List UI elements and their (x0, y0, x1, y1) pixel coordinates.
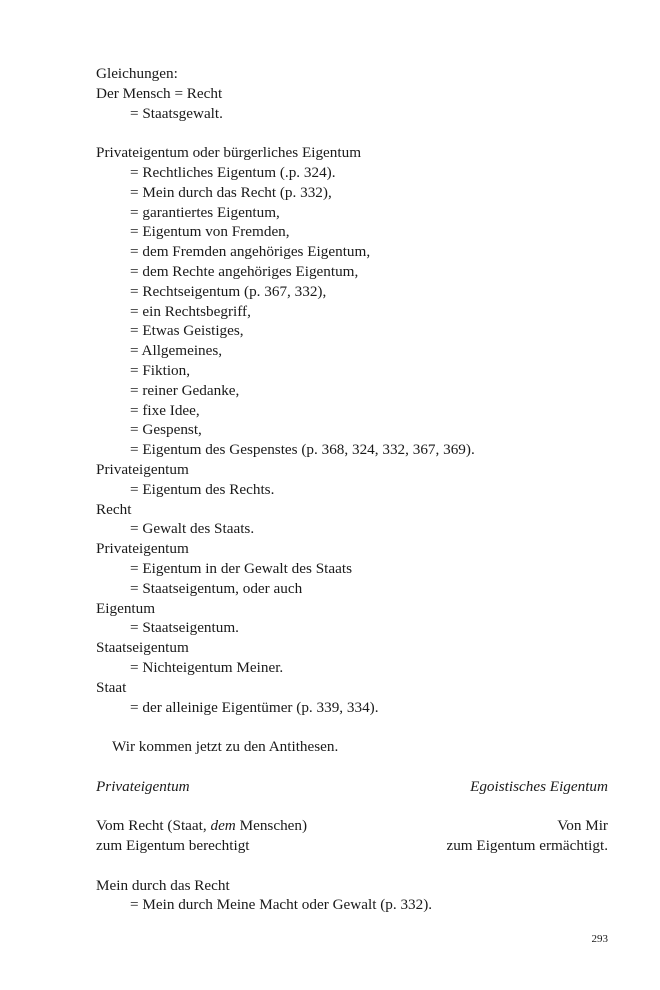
text-line: Recht (96, 500, 132, 518)
text-line: = dem Rechte angehöriges Eigentum, (130, 262, 359, 280)
text-line: Gleichungen: (96, 65, 178, 82)
text-line: = Gespenst, (130, 421, 202, 439)
text-line: Staat (96, 678, 127, 696)
text-line: = Gewalt des Staats. (130, 520, 255, 538)
text-line: = Mein durch Meine Macht oder Gewalt (p. 332). (130, 896, 433, 914)
text-line: = Allgemeines, (130, 342, 223, 360)
text-line: Privateigentum (96, 540, 189, 558)
row-left-emphasis: dem (210, 817, 236, 835)
text-line: = Etwas Geistiges, (130, 322, 244, 340)
text-line: = Nichteigentum Meiner. (130, 658, 284, 676)
text-line: = Eigentum in der Gewalt des Staats (130, 559, 352, 577)
blank-line (96, 757, 608, 777)
text-line: = ein Rechtsbegriff, (130, 302, 251, 320)
text-line: = Eigentum des Rechts. (130, 480, 275, 498)
row-left: zum Eigentum berechtigt (96, 837, 250, 855)
page-body (96, 64, 608, 915)
text-line: = Fiktion, (130, 361, 191, 379)
text-line: = Mein durch das Recht (p. 332), (130, 183, 332, 201)
blank-line (96, 717, 608, 737)
text-line: = Eigentum von Fremden, (130, 223, 290, 241)
heading-left: Privateigentum (96, 777, 190, 795)
heading-right: Egoistisches Eigentum (470, 777, 608, 795)
text-line: = Eigentum des Gespenstes (p. 368, 324, 332, 367, 369). (130, 441, 475, 459)
text-line: = Staatsgewalt. (130, 104, 223, 122)
paragraph-text: Wir kommen jetzt zu den Antithesen. (112, 738, 339, 756)
row-right: Von Mir (557, 817, 608, 835)
text-line: = Staatseigentum, oder auch (130, 579, 303, 597)
blank-line (96, 123, 608, 143)
text-line: = dem Fremden angehöriges Eigentum, (130, 243, 371, 261)
text-line: = garantiertes Eigentum, (130, 203, 280, 221)
antithesis-heading-row (96, 777, 608, 797)
text-line: = reiner Gedanke, (130, 381, 240, 399)
text-line: = Staatseigentum. (130, 619, 239, 637)
row-left (96, 816, 307, 836)
text-line: Staatseigentum (96, 639, 189, 657)
text-line: = Rechtliches Eigentum (.p. 324). (130, 163, 336, 181)
antithesis-row (96, 816, 608, 836)
blank-line (96, 856, 608, 876)
page-number: 293 (591, 933, 608, 945)
text-line: Der Mensch = Recht (96, 84, 223, 102)
text-line: Privateigentum oder bürgerliches Eigentum (96, 144, 362, 162)
row-left-prefix: Vom Recht (Staat, (96, 817, 211, 835)
row-right: zum Eigentum ermächtigt. (446, 837, 608, 855)
text-line: = Rechtseigentum (p. 367, 332), (130, 282, 327, 300)
text-line: Mein durch das Recht (96, 876, 230, 894)
row-left-suffix: Menschen) (235, 817, 308, 835)
antithesis-row (96, 836, 608, 856)
blank-line (96, 796, 608, 816)
text-line: Eigentum (96, 599, 156, 617)
text-line: = der alleinige Eigentümer (p. 339, 334). (130, 698, 379, 716)
text-line: = fixe Idee, (130, 401, 200, 419)
text-line: Privateigentum (96, 460, 189, 478)
